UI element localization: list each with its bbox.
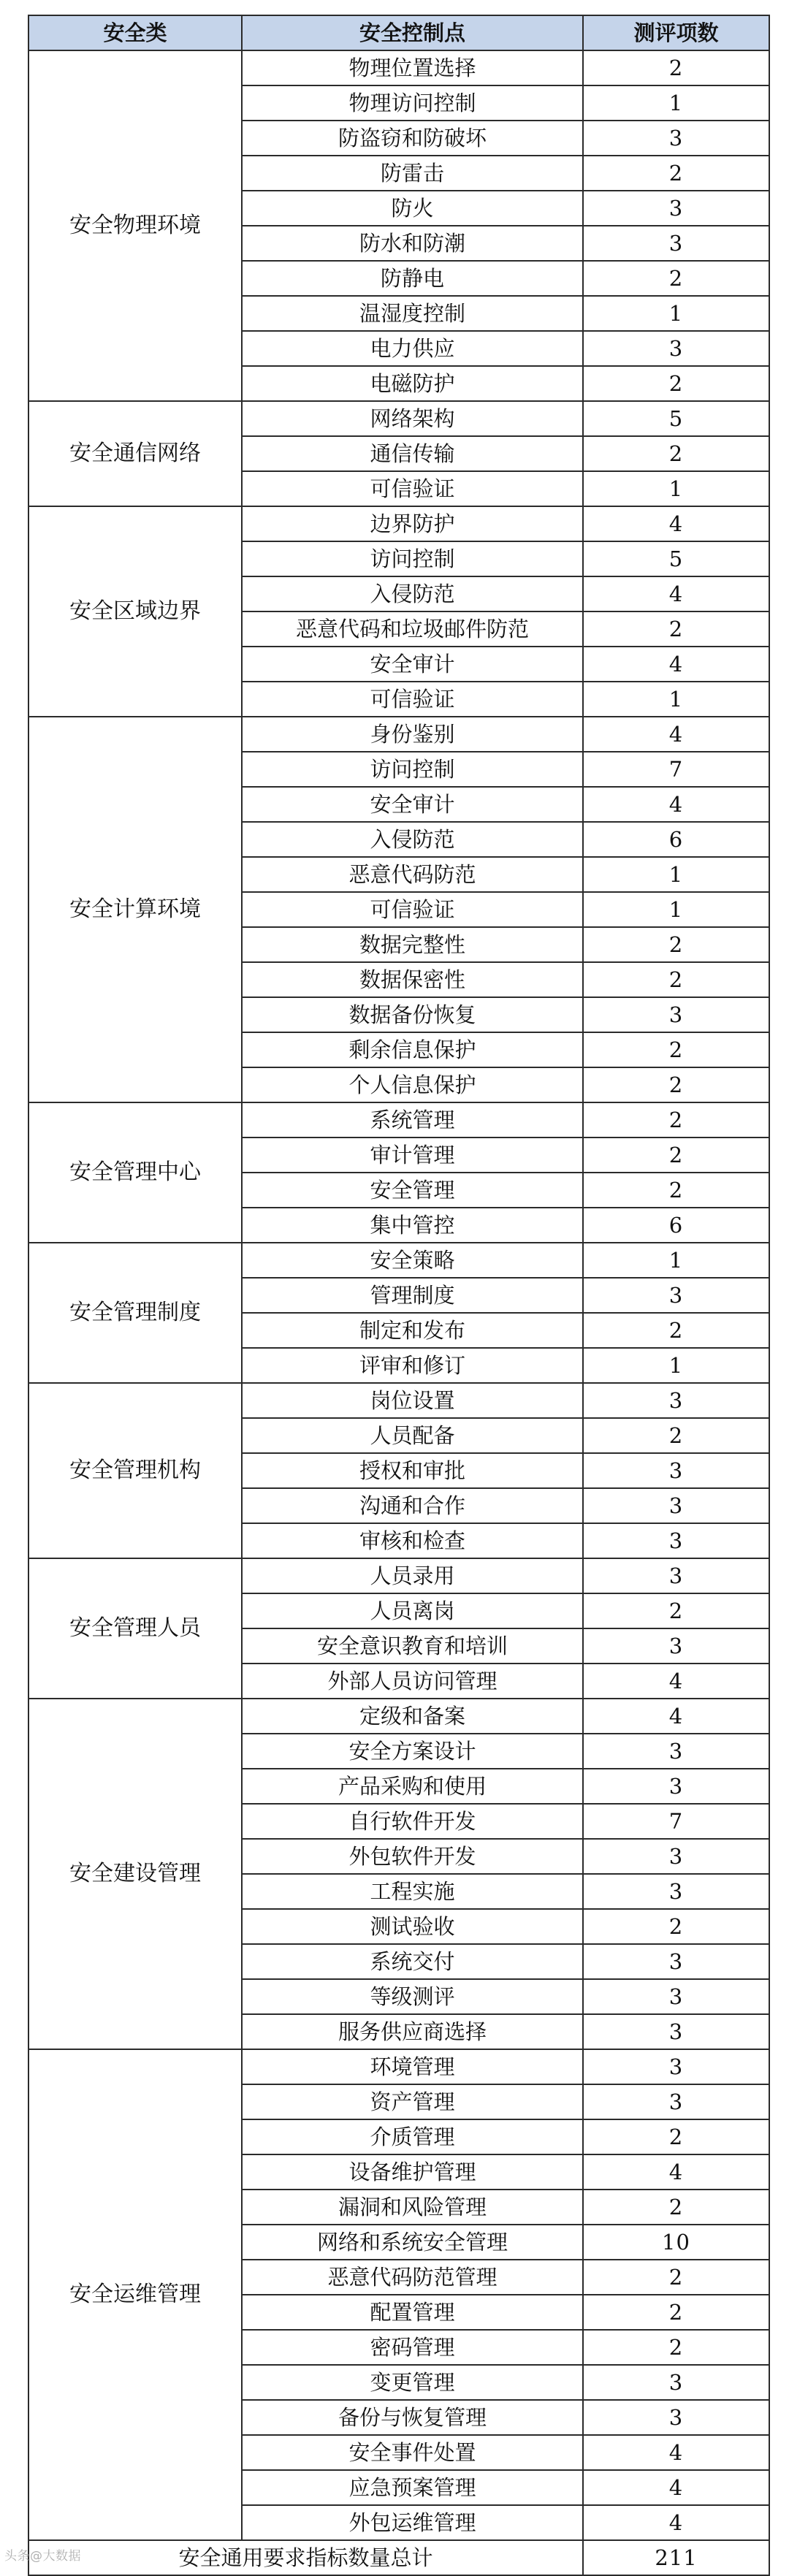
count-cell: 3 xyxy=(583,1558,769,1593)
count-cell: 6 xyxy=(583,822,769,857)
control-point-cell: 人员配备 xyxy=(242,1418,583,1453)
control-point-cell: 授权和审批 xyxy=(242,1453,583,1488)
count-cell: 3 xyxy=(583,1734,769,1769)
count-cell: 4 xyxy=(583,2154,769,2190)
control-point-cell: 物理位置选择 xyxy=(242,50,583,85)
table-body xyxy=(28,50,769,2540)
control-point-cell: 安全审计 xyxy=(242,647,583,682)
control-point-cell: 网络架构 xyxy=(242,401,583,436)
control-point-cell: 自行软件开发 xyxy=(242,1804,583,1839)
count-cell: 3 xyxy=(583,1383,769,1418)
count-cell: 2 xyxy=(583,1032,769,1067)
count-cell: 3 xyxy=(583,997,769,1032)
control-point-cell: 密码管理 xyxy=(242,2330,583,2365)
count-cell: 1 xyxy=(583,1243,769,1278)
control-point-cell: 剩余信息保护 xyxy=(242,1032,583,1067)
control-point-cell: 电磁防护 xyxy=(242,366,583,401)
control-point-cell: 人员录用 xyxy=(242,1558,583,1593)
count-cell: 3 xyxy=(583,2365,769,2400)
count-cell: 3 xyxy=(583,331,769,366)
count-cell: 2 xyxy=(583,1173,769,1208)
count-cell: 2 xyxy=(583,962,769,997)
count-cell: 3 xyxy=(583,1523,769,1558)
control-point-cell: 制定和发布 xyxy=(242,1313,583,1348)
count-cell: 4 xyxy=(583,2435,769,2470)
control-point-cell: 安全管理 xyxy=(242,1173,583,1208)
count-cell: 2 xyxy=(583,1418,769,1453)
table-row xyxy=(28,1699,769,1734)
count-cell: 10 xyxy=(583,2225,769,2260)
count-cell: 2 xyxy=(583,1593,769,1628)
count-cell: 5 xyxy=(583,401,769,436)
control-point-cell: 岗位设置 xyxy=(242,1383,583,1418)
control-point-cell: 资产管理 xyxy=(242,2084,583,2119)
count-cell: 1 xyxy=(583,296,769,331)
control-point-cell: 网络和系统安全管理 xyxy=(242,2225,583,2260)
total-row xyxy=(28,2540,769,2575)
category-cell: 安全通信网络 xyxy=(28,401,242,506)
count-cell: 2 xyxy=(583,2295,769,2330)
count-cell: 3 xyxy=(583,1979,769,2014)
count-cell: 3 xyxy=(583,1769,769,1804)
control-point-cell: 沟通和合作 xyxy=(242,1488,583,1523)
count-cell: 4 xyxy=(583,2505,769,2540)
header-category: 安全类 xyxy=(28,15,242,50)
control-point-cell: 应急预案管理 xyxy=(242,2470,583,2505)
count-cell: 3 xyxy=(583,1488,769,1523)
count-cell: 3 xyxy=(583,191,769,226)
control-point-cell: 评审和修订 xyxy=(242,1348,583,1383)
control-point-cell: 安全策略 xyxy=(242,1243,583,1278)
control-point-cell: 管理制度 xyxy=(242,1278,583,1313)
count-cell: 4 xyxy=(583,2470,769,2505)
control-point-cell: 身份鉴别 xyxy=(242,717,583,752)
control-point-cell: 等级测评 xyxy=(242,1979,583,2014)
control-point-cell: 系统管理 xyxy=(242,1102,583,1138)
header-control-point: 安全控制点 xyxy=(242,15,583,50)
count-cell: 3 xyxy=(583,1278,769,1313)
count-cell: 2 xyxy=(583,261,769,296)
control-point-cell: 定级和备案 xyxy=(242,1699,583,1734)
control-point-cell: 通信传输 xyxy=(242,436,583,471)
table-row xyxy=(28,1383,769,1418)
control-point-cell: 安全审计 xyxy=(242,787,583,822)
control-point-cell: 设备维护管理 xyxy=(242,2154,583,2190)
table-row xyxy=(28,1558,769,1593)
evaluation-items-table xyxy=(28,15,770,2576)
total-value: 211 xyxy=(583,2540,769,2575)
header-count: 测评项数 xyxy=(583,15,769,50)
count-cell: 4 xyxy=(583,1664,769,1699)
count-cell: 2 xyxy=(583,611,769,647)
count-cell: 3 xyxy=(583,2084,769,2119)
control-point-cell: 测试验收 xyxy=(242,1909,583,1944)
category-cell: 安全管理中心 xyxy=(28,1102,242,1243)
control-point-cell: 工程实施 xyxy=(242,1874,583,1909)
control-point-cell: 外包运维管理 xyxy=(242,2505,583,2540)
table-row xyxy=(28,1102,769,1138)
control-point-cell: 变更管理 xyxy=(242,2365,583,2400)
control-point-cell: 产品采购和使用 xyxy=(242,1769,583,1804)
count-cell: 2 xyxy=(583,1138,769,1173)
count-cell: 2 xyxy=(583,366,769,401)
control-point-cell: 可信验证 xyxy=(242,682,583,717)
control-point-cell: 安全意识教育和培训 xyxy=(242,1628,583,1664)
count-cell: 2 xyxy=(583,2330,769,2365)
category-cell: 安全物理环境 xyxy=(28,50,242,401)
control-point-cell: 介质管理 xyxy=(242,2119,583,2154)
count-cell: 3 xyxy=(583,1874,769,1909)
count-cell: 2 xyxy=(583,2119,769,2154)
count-cell: 2 xyxy=(583,2190,769,2225)
table-row xyxy=(28,1243,769,1278)
control-point-cell: 集中管控 xyxy=(242,1208,583,1243)
control-point-cell: 数据完整性 xyxy=(242,927,583,962)
category-cell: 安全运维管理 xyxy=(28,2049,242,2540)
control-point-cell: 备份与恢复管理 xyxy=(242,2400,583,2435)
category-cell: 安全区域边界 xyxy=(28,506,242,717)
control-point-cell: 个人信息保护 xyxy=(242,1067,583,1102)
control-point-cell: 审核和检查 xyxy=(242,1523,583,1558)
control-point-cell: 安全事件处置 xyxy=(242,2435,583,2470)
category-cell: 安全管理机构 xyxy=(28,1383,242,1558)
control-point-cell: 服务供应商选择 xyxy=(242,2014,583,2049)
control-point-cell: 可信验证 xyxy=(242,471,583,506)
count-cell: 3 xyxy=(583,1453,769,1488)
control-point-cell: 入侵防范 xyxy=(242,822,583,857)
count-cell: 2 xyxy=(583,50,769,85)
control-point-cell: 审计管理 xyxy=(242,1138,583,1173)
control-point-cell: 边界防护 xyxy=(242,506,583,541)
count-cell: 3 xyxy=(583,2014,769,2049)
count-cell: 2 xyxy=(583,156,769,191)
control-point-cell: 温湿度控制 xyxy=(242,296,583,331)
control-point-cell: 访问控制 xyxy=(242,752,583,787)
count-cell: 4 xyxy=(583,506,769,541)
control-point-cell: 数据备份恢复 xyxy=(242,997,583,1032)
control-point-cell: 可信验证 xyxy=(242,892,583,927)
control-point-cell: 恶意代码防范 xyxy=(242,857,583,892)
count-cell: 6 xyxy=(583,1208,769,1243)
count-cell: 7 xyxy=(583,1804,769,1839)
count-cell: 3 xyxy=(583,1944,769,1979)
count-cell: 2 xyxy=(583,1102,769,1138)
table-row xyxy=(28,2049,769,2084)
control-point-cell: 防盗窃和防破坏 xyxy=(242,121,583,156)
count-cell: 2 xyxy=(583,927,769,962)
category-cell: 安全建设管理 xyxy=(28,1699,242,2049)
count-cell: 3 xyxy=(583,1628,769,1664)
category-cell: 安全管理人员 xyxy=(28,1558,242,1699)
count-cell: 1 xyxy=(583,471,769,506)
count-cell: 4 xyxy=(583,1699,769,1734)
count-cell: 4 xyxy=(583,576,769,611)
count-cell: 1 xyxy=(583,857,769,892)
control-point-cell: 漏洞和风险管理 xyxy=(242,2190,583,2225)
category-cell: 安全计算环境 xyxy=(28,717,242,1102)
control-point-cell: 防雷击 xyxy=(242,156,583,191)
count-cell: 3 xyxy=(583,121,769,156)
count-cell: 1 xyxy=(583,1348,769,1383)
control-point-cell: 电力供应 xyxy=(242,331,583,366)
count-cell: 1 xyxy=(583,682,769,717)
control-point-cell: 数据保密性 xyxy=(242,962,583,997)
watermark: 头条@大数据 xyxy=(4,2549,81,2564)
control-point-cell: 防火 xyxy=(242,191,583,226)
count-cell: 3 xyxy=(583,2400,769,2435)
count-cell: 2 xyxy=(583,1909,769,1944)
control-point-cell: 外部人员访问管理 xyxy=(242,1664,583,1699)
control-point-cell: 人员离岗 xyxy=(242,1593,583,1628)
control-point-cell: 防水和防潮 xyxy=(242,226,583,261)
count-cell: 3 xyxy=(583,2049,769,2084)
category-cell: 安全管理制度 xyxy=(28,1243,242,1383)
table-row xyxy=(28,717,769,752)
table-header-row xyxy=(28,15,769,50)
control-point-cell: 防静电 xyxy=(242,261,583,296)
count-cell: 2 xyxy=(583,1313,769,1348)
count-cell: 5 xyxy=(583,541,769,576)
count-cell: 2 xyxy=(583,2260,769,2295)
control-point-cell: 环境管理 xyxy=(242,2049,583,2084)
table-row xyxy=(28,401,769,436)
count-cell: 3 xyxy=(583,226,769,261)
control-point-cell: 外包软件开发 xyxy=(242,1839,583,1874)
control-point-cell: 访问控制 xyxy=(242,541,583,576)
control-point-cell: 系统交付 xyxy=(242,1944,583,1979)
table-row xyxy=(28,506,769,541)
count-cell: 4 xyxy=(583,647,769,682)
count-cell: 3 xyxy=(583,1839,769,1874)
control-point-cell: 配置管理 xyxy=(242,2295,583,2330)
count-cell: 4 xyxy=(583,717,769,752)
count-cell: 1 xyxy=(583,892,769,927)
table-row xyxy=(28,50,769,85)
count-cell: 7 xyxy=(583,752,769,787)
control-point-cell: 入侵防范 xyxy=(242,576,583,611)
control-point-cell: 安全方案设计 xyxy=(242,1734,583,1769)
control-point-cell: 物理访问控制 xyxy=(242,85,583,121)
count-cell: 2 xyxy=(583,436,769,471)
count-cell: 1 xyxy=(583,85,769,121)
control-point-cell: 恶意代码防范管理 xyxy=(242,2260,583,2295)
total-label: 安全通用要求指标数量总计 xyxy=(28,2540,583,2575)
count-cell: 4 xyxy=(583,787,769,822)
control-point-cell: 恶意代码和垃圾邮件防范 xyxy=(242,611,583,647)
count-cell: 2 xyxy=(583,1067,769,1102)
